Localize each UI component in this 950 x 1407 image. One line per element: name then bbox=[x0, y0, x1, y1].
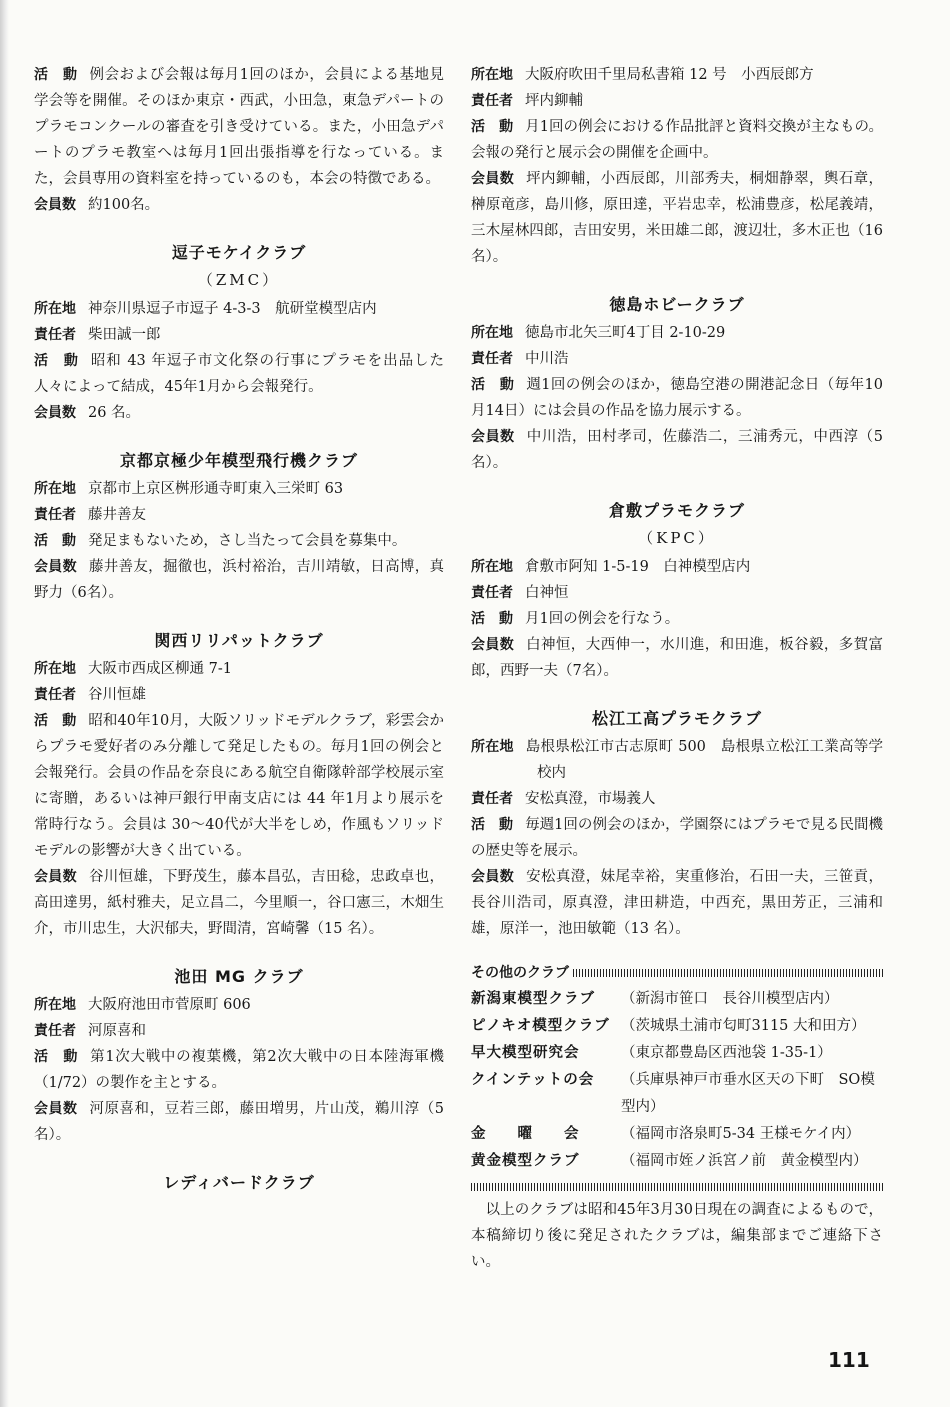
club-title-matsue: 松江工高プラモクラブ bbox=[591, 709, 762, 728]
matsue-location: 所在地 島根県松江市古志原町 500 島根県立松江工業高等学校内 bbox=[471, 739, 883, 781]
survey-note: 以上のクラブは昭和45年3月30日現在の調査によるもので，本稿締切り後に発足されたクラブは，編集部までご連絡下さい。 bbox=[471, 1202, 883, 1270]
ladybird-location: 所在地 大阪府吹田千里局私書箱 12 号 小西辰郎方 bbox=[471, 67, 814, 83]
club-title-kansai: 関西リリパットクラブ bbox=[154, 631, 324, 650]
ladybird-activity: 活 動 月1回の例会における作品批評と資料交換が主なもの。会報の発行と展示会の開催を企画中。 bbox=[471, 119, 883, 161]
kurashiki-location: 所在地 倉敷市阿知 1-5-19 白神模型店内 bbox=[471, 559, 751, 575]
ikeda-leader: 責任者 河原喜和 bbox=[34, 1023, 146, 1039]
other-clubs-heading bbox=[471, 960, 883, 986]
dotted-rule bbox=[573, 969, 883, 977]
kansai-leader: 責任者 谷川恒雄 bbox=[34, 687, 146, 703]
left-column bbox=[34, 62, 444, 1198]
zushi-activity: 活 動 昭和 43 年逗子市文化祭の行事にプラモを出品した人々によって結成，45年1月から会報発行。 bbox=[34, 353, 444, 395]
label-activity: 活 動 bbox=[34, 67, 78, 83]
ikeda-members: 会員数 河原喜和，豆若三郎，藤田増男，片山茂，鵜川淳（5名）。 bbox=[34, 1101, 444, 1143]
kansai-members: 会員数 谷川恒雄，下野茂生，藤本昌弘，吉田稔，忠政卓也，高田達男，紙村雅夫，足立昌二，今里順一，谷口憲三，木畑生介，市川忠生，大沢郁夫，野間清，宮崎馨（15 名）。 bbox=[34, 869, 445, 937]
ikeda-location: 所在地 大阪府池田市菅原町 606 bbox=[34, 997, 251, 1013]
zushi-location: 所在地 神奈川県逗子市逗子 4-3-3 航研堂模型店内 bbox=[34, 301, 377, 317]
kurashiki-activity: 活 動 月1回の例会を行なう。 bbox=[471, 611, 680, 627]
club-title-kyoto: 京都京極少年模型飛行機クラブ bbox=[119, 451, 358, 470]
page-binding-shadow bbox=[0, 0, 9, 1407]
tokushima-leader: 責任者 中川浩 bbox=[471, 351, 569, 367]
zushi-leader: 責任者 柴田誠一郎 bbox=[34, 327, 161, 343]
dotted-rule-bottom bbox=[471, 1183, 883, 1191]
kyoto-activity: 活 動 発足まもないため，さし当たって会員を募集中。 bbox=[34, 533, 407, 549]
kurashiki-leader: 責任者 白神恒 bbox=[471, 585, 569, 601]
ikeda-activity: 活 動 第1次大戦中の複葉機，第2次大戦中の日本陸海軍機（1/72）の製作を主とする。 bbox=[34, 1049, 444, 1091]
right-column bbox=[471, 62, 883, 1275]
intro-members: 会員数 約100名。 bbox=[34, 197, 160, 213]
other-club-item: 金 曜 会 （福岡市洛泉町5-34 王様モケイ内） bbox=[471, 1126, 861, 1142]
kansai-location: 所在地 大阪市西成区柳通 7-1 bbox=[34, 661, 232, 677]
club-title-kurashiki: 倉敷プラモクラブ bbox=[608, 501, 745, 520]
other-club-item: 新潟東模型クラブ （新潟市笹口 長谷川模型店内） bbox=[471, 991, 839, 1007]
club-title-ladybird: レディバードクラブ bbox=[163, 1173, 315, 1192]
club-title-ikeda: 池田 MG クラブ bbox=[174, 967, 304, 986]
page-number: 111 bbox=[828, 1348, 870, 1372]
kyoto-location: 所在地 京都市上京区桝形通寺町東入三栄町 63 bbox=[34, 481, 344, 497]
club-title-zushi: 逗子モケイクラブ bbox=[171, 243, 307, 262]
matsue-members: 会員数 安松真澄，妹尾幸裕，実重修治，石田一夫，三笹貢，長谷川浩司，原真澄，津田耕造，中西充，黒田芳正，三浦和雄，原洋一，池田敏範（13 名）。 bbox=[471, 869, 884, 937]
club-title-tokushima: 徳島ホビークラブ bbox=[609, 295, 745, 314]
label-members: 会員数 bbox=[34, 197, 76, 213]
other-club-item: 早大模型研究会 （東京都豊島区西池袋 1-35-1） bbox=[471, 1045, 832, 1061]
kurashiki-members: 会員数 白神恒，大西伸一，水川進，和田進，板谷毅，多賀富郎，西野一夫（7名）。 bbox=[471, 637, 884, 679]
ladybird-members: 会員数 坪内鉚輔，小西辰郎，川部秀夫，桐畑静翠，輿石章，榊原竜彦，島川修，原田達，平岩忠幸，松浦豊彦，松尾義靖，三木屋林四郎，吉田安男，米田雄二郎，渡辺壮，多木正也（16 名）。 bbox=[471, 171, 884, 265]
kyoto-leader: 責任者 藤井善友 bbox=[34, 507, 146, 523]
other-club-item: ピノキオ模型クラブ （茨城県土浦市匂町3115 大和田方） bbox=[471, 1018, 866, 1034]
other-clubs-title: その他のクラブ bbox=[471, 965, 569, 981]
tokushima-activity: 活 動 週1回の例会のほか，徳島空港の開港記念日（毎年10月14日）には会員の作品を協力展示する。 bbox=[471, 377, 883, 419]
ladybird-leader: 責任者 坪内鉚輔 bbox=[471, 93, 583, 109]
club-abbr-kurashiki: （KPC） bbox=[638, 529, 716, 547]
tokushima-location: 所在地 徳島市北矢三町4丁目 2-10-29 bbox=[471, 325, 726, 341]
other-club-item: クインテットの会 （兵庫県神戸市垂水区天の下町 SO模型内） bbox=[471, 1072, 875, 1115]
intro-activity: 活 動 例会および会報は毎月1回のほか，会員による基地見学会等を開催。そのほか東京・西武，小田急，東急デパートのプラモコンクールの審査を引き受けている。また，小田急デパートのプラモ教室へは毎月1回出張指導を行なっている。また，会員専用の資料室を持っているのも，本会の特徴である。 bbox=[34, 67, 444, 187]
kyoto-members: 会員数 藤井善友，掘徹也，浜村裕治，吉川靖敏，日高博，真野力（6名）。 bbox=[34, 559, 445, 601]
zushi-members: 会員数 26 名。 bbox=[34, 405, 141, 421]
tokushima-members: 会員数 中川浩，田村孝司，佐藤浩二，三浦秀元，中西淳（5名）。 bbox=[471, 429, 883, 471]
club-abbr-zushi: （ZMC） bbox=[197, 271, 281, 289]
matsue-activity: 活 動 毎週1回の例会のほか，学園祭にはプラモで見る民間機の歴史等を展示。 bbox=[471, 817, 883, 859]
other-club-item: 黄金模型クラブ （福岡市姪ノ浜宮ノ前 黄金模型内） bbox=[471, 1153, 868, 1169]
matsue-leader: 責任者 安松真澄，市場義人 bbox=[471, 791, 656, 807]
kansai-activity: 活 動 昭和40年10月，大阪ソリッドモデルクラブ，彩雲会からプラモ愛好者のみ分離して発足したもの。毎月1回の例会と会報発行。会員の作品を奈良にある航空自衛隊幹部学校展示室に寄贈，あるいは神戸銀行甲南支店には 44 年1月より展示を常時行なう。会員は 30〜40代が大半をしめ，作風もソリッドモデルの影響が大きく出ている。 bbox=[34, 713, 444, 859]
